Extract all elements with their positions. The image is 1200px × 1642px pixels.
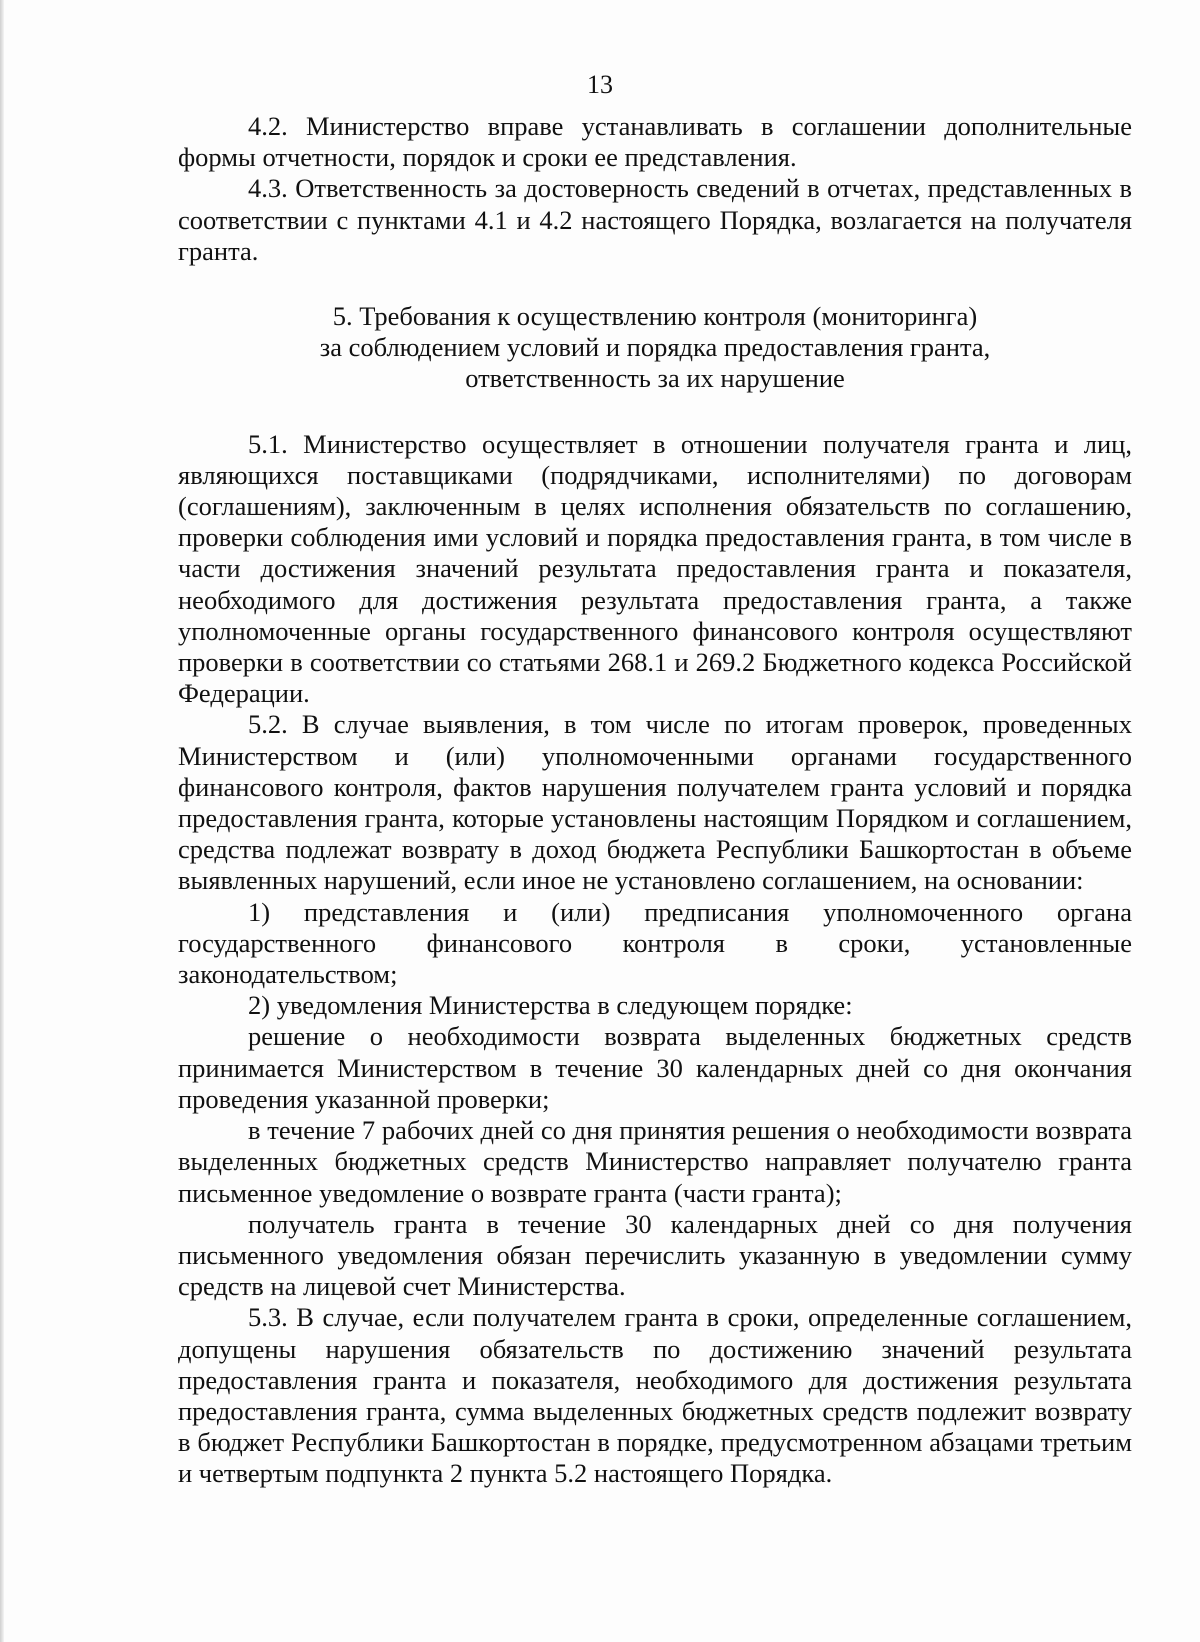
document-body <box>178 111 1132 1490</box>
scan-edge <box>0 0 4 1642</box>
section-5-heading-line: ответственность за их нарушение <box>465 363 845 394</box>
section-5-heading <box>178 301 1132 395</box>
subparagraph-1: 1) представления и (или) предписания уполномоченного органа государственного финансового контроля в сроки, установленные законодательством; <box>178 896 1132 990</box>
subparagraph-2: 2) уведомления Министерства в следующем порядке: <box>248 990 853 1021</box>
subparagraph-2-item: получатель гранта в течение 30 календарных дней со дня получения письменного уведомления обязан перечислить указанную в уведомлении сумму средств на лицевой счет Министерства. <box>178 1208 1132 1302</box>
section-5-heading-line: 5. Требования к осуществлению контроля (мониторинга) <box>332 301 978 332</box>
subparagraph-2-item: решение о необходимости возврата выделенных бюджетных средств принимается Министерством в течение 30 календарных дней со дня окончания проведения указанной проверки; <box>178 1021 1132 1114</box>
paragraph-5-2: 5.2. В случае выявления, в том числе по итогам проверок, проведенных Министерством и (или) уполномоченными органами государственного финансового контроля, фактов нарушения получателем гранта условий и порядка предоставления гранта, которые установлены настоящим Порядком и соглашением, средства подлежат возврату в доход бюджета Республики Башкортостан в объеме выявленных нарушений, если иное не установлено соглашением, на основании: <box>178 709 1132 896</box>
section-5-heading-line: за соблюдением условий и порядка предоставления гранта, <box>319 332 991 363</box>
paragraph-4-3: 4.3. Ответственность за достоверность сведений в отчетах, представленных в соответствии с пунктами 4.1 и 4.2 настоящего Порядка, возлагается на получателя гранта. <box>178 173 1132 266</box>
page-number: 13 <box>587 70 613 99</box>
paragraph-4-2: 4.2. Министерство вправе устанавливать в соглашении дополнительные формы отчетности, порядок и сроки ее представления. <box>178 111 1132 173</box>
paragraph-5-3: 5.3. В случае, если получателем гранта в сроки, определенные соглашением, допущены нарушения обязательств по достижению значений результата предоставления гранта и показателя, необходимого для достижения результата предоставления гранта, сумма выделенных бюджетных средств подлежит возврату в бюджет Республики Башкортостан в порядке, предусмотренном абзацами третьим и четвертым подпункта 2 пункта 5.2 настоящего Порядка. <box>178 1302 1132 1489</box>
paragraph-5-1: 5.1. Министерство осуществляет в отношении получателя гранта и лиц, являющихся поставщиками (подрядчиками, исполнителями) по договорам (соглашениям), заключенным в целях исполнения обязательств по соглашению, проверки соблюдения ими условий и порядка предоставления гранта, в том числе в части достижения значений результата предоставления гранта и показателя, необходимого для достижения результата предоставления гранта, а также уполномоченные органы государственного финансового контроля осуществляют проверки в соответствии со статьями 268.1 и 269.2 Бюджетного кодекса Российской Федерации. <box>178 428 1132 709</box>
subparagraph-2-item: в течение 7 рабочих дней со дня принятия решения о необходимости возврата выделенных бюджетных средств Министерство направляет получателю гранта письменное уведомление о возврате гранта (части гранта); <box>178 1115 1132 1208</box>
